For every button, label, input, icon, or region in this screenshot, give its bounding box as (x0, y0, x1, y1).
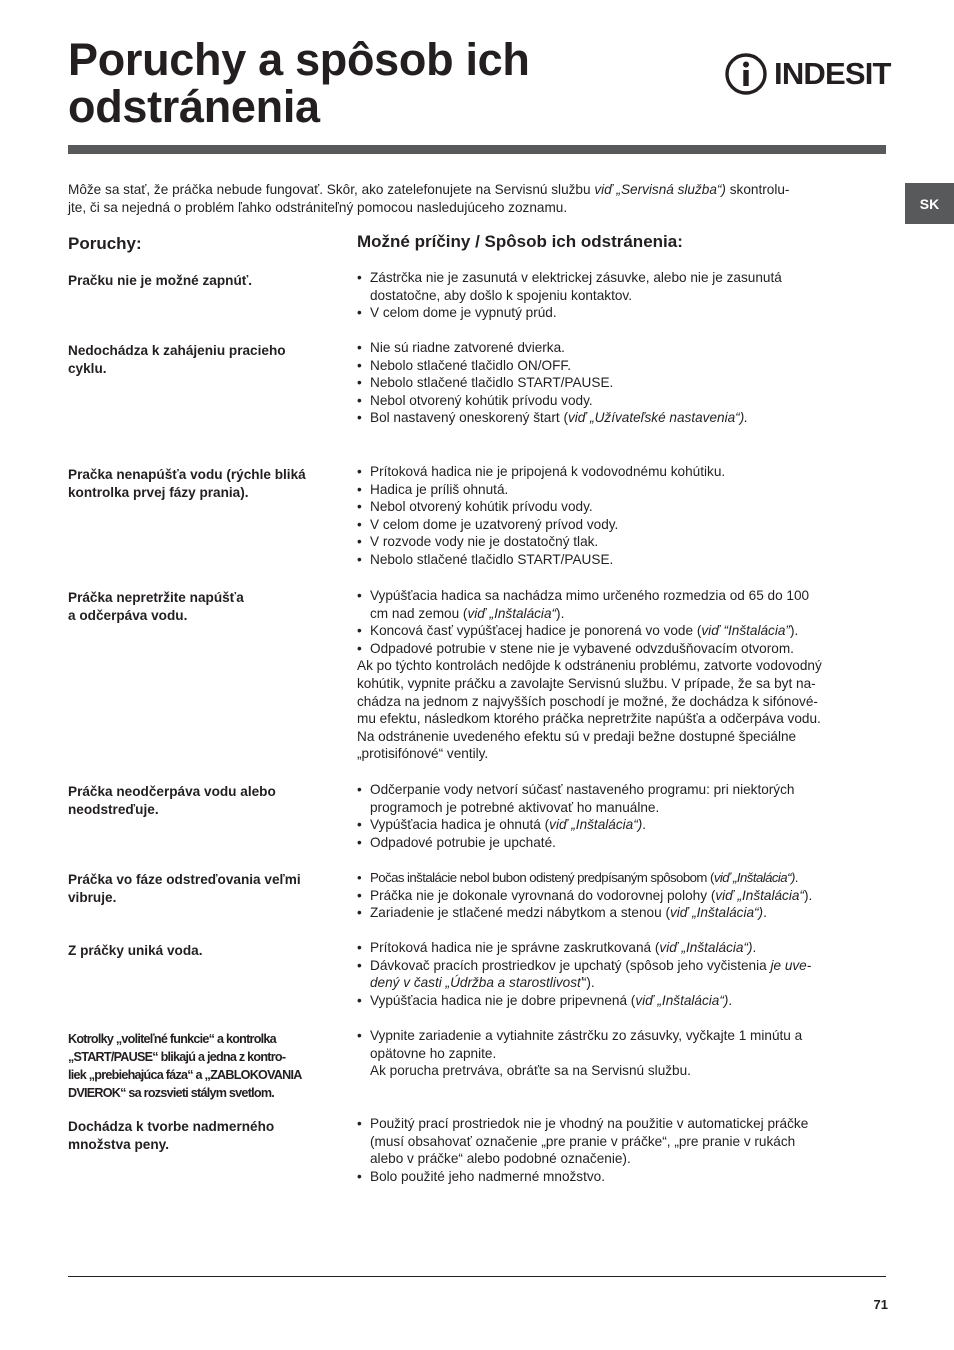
cause-text: Koncová časť vypúšťacej hadice je ponorená vo vode ( (370, 623, 702, 639)
cause-text: . (794, 870, 798, 885)
cause-reference: viď „Užívateľské nastavenia“). (567, 410, 749, 426)
cause-text: ). (803, 887, 813, 903)
cause-reference: viď “Inštalácia” (701, 623, 790, 639)
fault-text: Pračku nie je možné zapnúť. (68, 273, 253, 288)
cause-reference: dený v časti „Údržba a starostlivosť (370, 975, 582, 991)
page-title (68, 36, 668, 130)
cause-reference: viď „Inštalácia“) (659, 940, 753, 955)
fault-text: Práčka nepretržite napúšťa (68, 590, 244, 605)
cause-text: Dávkovač pracích prostriedkov je upchatý (spôsob jeho vyčistenia (370, 957, 771, 973)
fault-item (68, 1030, 340, 1102)
cause-text: opätovne ho zapnite. (370, 1045, 497, 1061)
cause-text: Použitý prací prostriedok nie je vhodný na použitie v automatickej práčke (370, 1116, 809, 1131)
cause-item: • Nebol otvorený kohútik prívodu vody. (357, 392, 887, 410)
cause-item (357, 781, 887, 816)
intro-line-1 (68, 181, 886, 199)
intro-paragraph (68, 181, 886, 217)
fault-text: neodstreďuje. (68, 802, 159, 817)
cause-item: • Nie sú riadne zatvorené dvierka. (357, 339, 887, 357)
cause-item (357, 887, 887, 905)
cause-reference: je uve- (770, 957, 812, 973)
cause-text: Bol nastavený oneskorený štart ( (370, 410, 568, 426)
cause-reference: viď „Inštalácia“) (713, 870, 795, 885)
cause-list (357, 1115, 887, 1185)
cause-list (357, 869, 887, 922)
intro-text: Môže sa stať, že práčka nebude fungovať. Skôr, ako zatelefonujete na Servisnú službu (68, 182, 595, 197)
cause-item: • Odpadové potrubie v stene nie je vybavené odvzdušňovacím otvorom. (357, 640, 887, 658)
cause-item: • Nebolo stlačené tlačidlo START/PAUSE. (357, 551, 887, 569)
cause-text: alebo v práčke“ alebo podobné označenie). (370, 1151, 631, 1167)
fault-text: Práčka vo fáze odstreďovania veľmi (68, 872, 301, 887)
cause-item: • Prítoková hadica nie je pripojená k vodovodnému kohútiku. (357, 463, 887, 481)
cause-note-line: Na odstránenie uvedeného efektu sú v predaji bežne dostupné špeciálne (357, 728, 797, 744)
cause-note-line: kohútik, vypnite práčku a zavolajte Servisnú službu. V prípade, že sa byt na- (357, 675, 816, 691)
fault-text: Dochádza k tvorbe nadmerného (68, 1119, 275, 1134)
cause-item: • Nebolo stlačené tlačidlo START/PAUSE. (357, 374, 887, 392)
fault-item (68, 1118, 340, 1154)
cause-text: Vypnite zariadenie a vytiahnite zástrčku zo zásuvky, vyčkajte 1 minútu a (370, 1028, 803, 1043)
cause-note-line: „protisifónové“ ventily. (357, 746, 489, 762)
faults-column-header: Poruchy: (68, 234, 142, 253)
cause-item (357, 957, 887, 992)
fault-text: Kotrolky „voliteľné funkcie“ a kontrolka (68, 1032, 276, 1046)
cause-item: • Nebolo stlačené tlačidlo ON/OFF. (357, 357, 887, 375)
cause-text: Počas inštalácie nebol bubon odistený predpísaným spôsobom ( (370, 870, 714, 885)
cause-reference: viď „Inštalácia“) (549, 817, 643, 833)
fault-text: Nedochádza k zahájeniu pracieho (68, 343, 286, 358)
fault-text: DVIEROK“ sa rozsvieti stálym svetlom. (68, 1086, 275, 1100)
cause-text: . (642, 817, 647, 833)
cause-text: Zástrčka nie je zasunutá v elektrickej zásuvke, alebo nie je zasunutá (370, 270, 782, 285)
cause-item: • Hadica je príliš ohnutá. (357, 481, 887, 499)
cause-note-line: Ak po týchto kontrolách nedôjde k odstráneniu problému, zatvorte vodovodný (357, 658, 822, 674)
cause-item (357, 1027, 887, 1062)
fault-item (68, 942, 340, 960)
cause-item: • Nebol otvorený kohútik prívodu vody. (357, 498, 887, 516)
fault-item (68, 342, 340, 378)
title-divider (68, 145, 886, 154)
cause-text: Práčka nie je dokonale vyrovnaná do vodorovnej polohy ( (370, 887, 716, 903)
fault-text: liek „prebiehajúca fáza“ a „ZABLOKOVANIA (68, 1068, 302, 1082)
cause-text: ). (556, 605, 565, 621)
cause-item (357, 992, 887, 1010)
cause-item (357, 622, 887, 640)
fault-item (68, 783, 340, 819)
fault-item (68, 589, 340, 625)
fault-text: Pračka nenapúšťa vodu (rýchle bliká (68, 467, 306, 482)
cause-reference: viď „Inštalácia“) (669, 905, 764, 921)
cause-text: . (752, 940, 757, 955)
cause-item: • Bolo použité jeho nadmerné množstvo. (357, 1168, 887, 1186)
brand-name: INDESIT (774, 56, 891, 91)
cause-note-line: chádza na jednom z najvyšších poschodí je možné, že dochádza k sifónové- (357, 693, 818, 709)
page-title-line-1: Poruchy a spôsob ich (68, 34, 530, 85)
cause-reference: viď „Inštalácia“) (635, 992, 729, 1008)
cause-item (357, 816, 887, 834)
cause-text: Vypúšťacia hadica je ohnutá ( (370, 817, 550, 833)
cause-item (357, 869, 887, 887)
fault-item (68, 272, 340, 290)
cause-item (357, 1115, 887, 1168)
fault-text: „START/PAUSE“ blikajú a jedna z kontro- (68, 1050, 286, 1064)
cause-text: “). (581, 975, 595, 991)
intro-line-2: jte, či sa nejedná o problém ľahko odstrániteľný pomocou nasledujúceho zoznamu. (68, 200, 568, 215)
cause-item: • V celom dome je uzatvorený prívod vody. (357, 516, 887, 534)
cause-text: . (728, 992, 733, 1008)
cause-text: dostatočne, aby došlo k spojeniu kontaktov. (370, 287, 632, 303)
cause-text: ). (789, 623, 799, 639)
cause-list (357, 781, 887, 851)
cause-item (357, 409, 887, 427)
intro-text-end: skontrolu- (725, 182, 790, 197)
cause-reference: viď „Inštalácia“ (467, 605, 557, 621)
fault-text: Práčka neodčerpáva vodu alebo (68, 784, 276, 799)
cause-reference: viď „Inštalácia“ (715, 887, 804, 903)
cause-text: Prítoková hadica nie je správne zaskrutkovaná ( (370, 940, 660, 955)
fault-text: množstva peny. (68, 1137, 169, 1152)
cause-text: cm nad zemou ( (370, 605, 468, 621)
causes-column-header: Možné príčiny / Spôsob ich odstránenia: (357, 232, 683, 251)
cause-text: Zariadenie je stlačené medzi nábytkom a stenou ( (370, 905, 670, 921)
cause-list (357, 939, 887, 1009)
cause-list (357, 463, 887, 569)
cause-list (357, 1027, 887, 1080)
fault-text: cyklu. (68, 361, 107, 376)
brand-logo (724, 52, 891, 96)
cause-note-line: Ak porucha pretrváva, obráťte sa na Servisnú službu. (370, 1063, 691, 1079)
fault-text: Z práčky uniká voda. (68, 943, 203, 958)
cause-text: Vypúšťacia hadica nie je dobre pripevnená ( (370, 992, 636, 1008)
cause-list (357, 587, 887, 763)
cause-note-line: mu efektu, následkom ktorého práčka nepretržite napúšťa a odčerpáva vodu. (357, 711, 821, 727)
indesit-logo-icon (724, 52, 768, 96)
cause-item (357, 269, 887, 304)
fault-text: kontrolka prvej fázy prania). (68, 485, 249, 500)
cause-item (357, 587, 887, 622)
cause-text: . (763, 905, 767, 921)
cause-item: • V celom dome je vypnutý prúd. (357, 304, 887, 322)
page-title-line-2: odstránenia (68, 81, 320, 132)
page-number: 71 (873, 1297, 888, 1312)
cause-item: • Odpadové potrubie je upchaté. (357, 834, 887, 852)
fault-item (68, 871, 340, 907)
cause-text: Odčerpanie vody netvorí súčasť nastaveného programu: pri niektorých (370, 782, 795, 797)
cause-list (357, 269, 887, 322)
cause-list (357, 339, 887, 427)
fault-text: vibruje. (68, 890, 117, 905)
cause-text: programoch je potrebné aktivovať ho manuálne. (370, 799, 660, 815)
cause-text: Vypúšťacia hadica sa nachádza mimo určeného rozmedzia od 65 do 100 (370, 588, 810, 603)
fault-text: a odčerpáva vodu. (68, 608, 188, 623)
cause-item (357, 939, 887, 957)
cause-item (357, 904, 887, 922)
cause-item: • V rozvode vody nie je dostatočný tlak. (357, 533, 887, 551)
intro-reference: viď „Servisná služba“) (594, 182, 726, 197)
footer-divider (68, 1276, 886, 1277)
language-tab: SK (905, 183, 954, 224)
cause-text: (musí obsahovať označenie „pre pranie v práčke“, „pre pranie v rukách (370, 1133, 796, 1149)
fault-item (68, 466, 340, 502)
